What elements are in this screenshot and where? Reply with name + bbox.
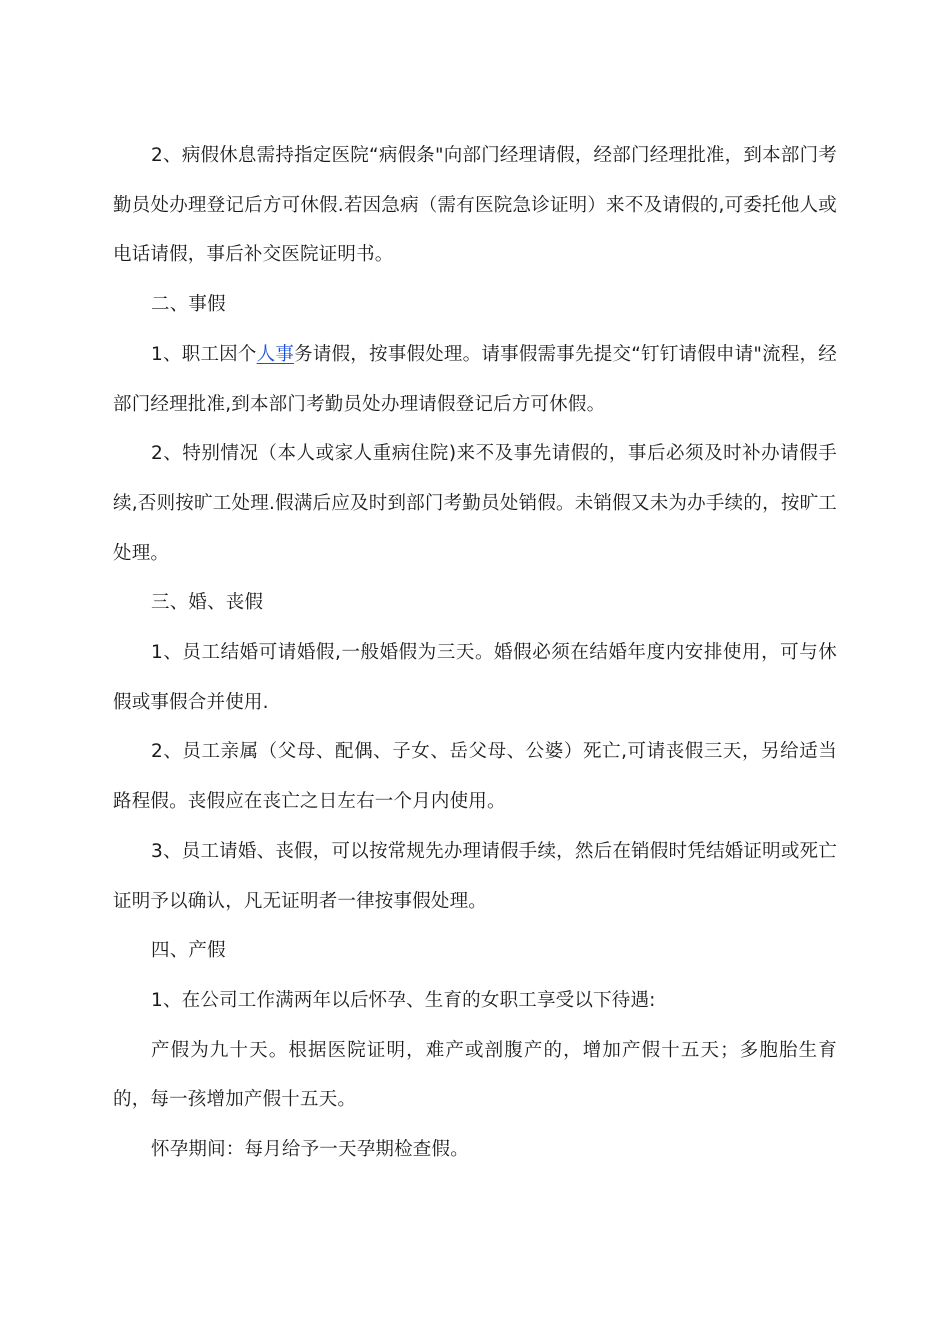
hr-link[interactable]: 人事 — [256, 343, 295, 365]
paragraph-personal-leave-rule — [113, 330, 837, 429]
paragraph-leave-verification: 3、员工请婚、丧假，可以按常规先办理请假手续，然后在销假时凭结婚证明或死亡证明予以确认，凡无证明者一律按事假处理。 — [113, 840, 837, 912]
section-heading-marriage-funeral-leave: 三、婚、丧假 — [151, 592, 264, 614]
paragraph-funeral-leave: 2、员工亲属（父母、配偶、子女、岳父母、公婆）死亡,可请丧假三天，另给适当路程假。丧假应在丧亡之日左右一个月内使用。 — [113, 741, 837, 813]
section-heading-personal-leave: 二、事假 — [151, 294, 226, 316]
section-heading-maternity-leave: 四、产假 — [151, 940, 226, 962]
paragraph-pregnancy-checkup: 怀孕期间：每月给予一天孕期检查假。 — [151, 1139, 469, 1161]
paragraph-special-circumstances: 2、特别情况（本人或家人重病住院)来不及事先请假的，事后必须及时补办请假手续,否则按旷工处理.假满后应及时到部门考勤员处销假。未销假又未为办手续的，按旷工处理。 — [113, 443, 837, 564]
paragraph-text-after-link: 务请假，按事假处理。请事假需事先提交“钉钉请假申请"流程，经部门经理批准,到本部门考勤员处办理请假登记后方可休假。 — [113, 343, 837, 415]
paragraph-sick-leave-procedure: 2、病假休息需持指定医院“病假条"向部门经理请假，经部门经理批准，到本部门考勤员处办理登记后方可休假.若因急病（需有医院急诊证明）来不及请假的,可委托他人或电话请假，事后补交医院证明书。 — [113, 145, 837, 266]
paragraph-marriage-leave: 1、员工结婚可请婚假,一般婚假为三天。婚假必须在结婚年度内安排使用，可与休假或事假合并使用. — [113, 642, 837, 713]
paragraph-maternity-eligibility: 1、在公司工作满两年以后怀孕、生育的女职工享受以下待遇: — [151, 989, 656, 1011]
paragraph-maternity-duration: 产假为九十天。根据医院证明，难产或剖腹产的，增加产假十五天；多胞胎生育的，每一孩增加产假十五天。 — [113, 1039, 837, 1111]
document-body — [113, 131, 837, 1175]
paragraph-text-before-link: 1、职工因个 — [151, 343, 257, 365]
